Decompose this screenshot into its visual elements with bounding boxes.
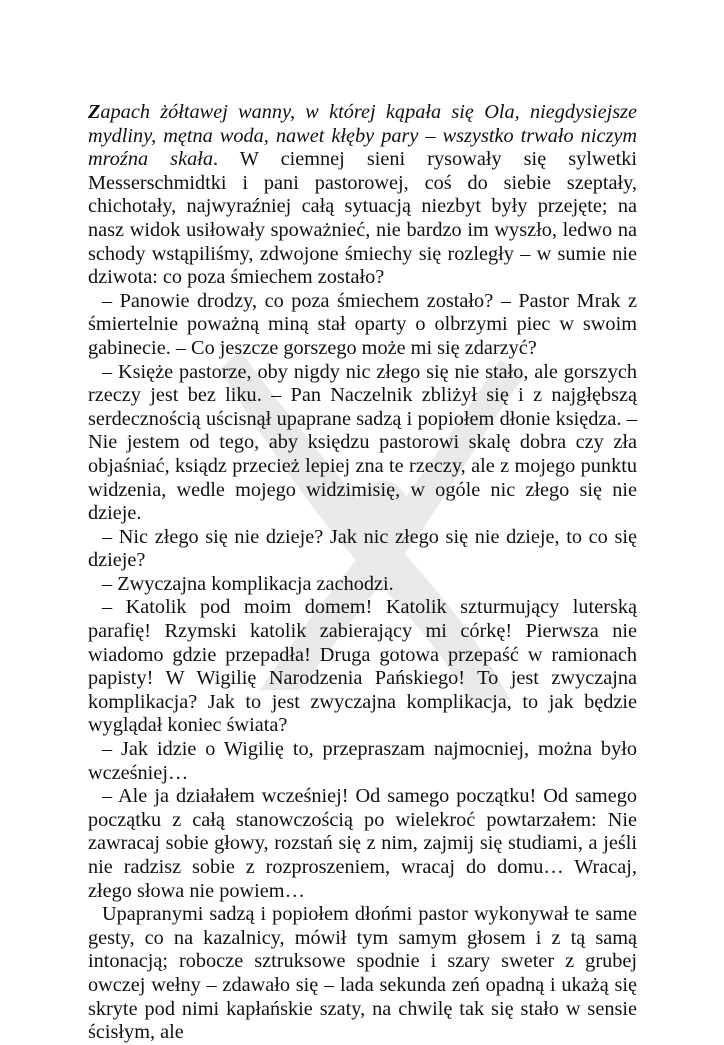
narrative-paragraph: Upapranymi sadzą i popiołem dłońmi pastor wykonywał te same gesty, co na kazalnicy, mówił tym samym głosem i z tą samą intonacją; robocze sztruksowe spodnie i szary sweter z grubej owczej wełny – zdawało się – lada sekunda zeń opadną i ukażą się skryte pod nimi kapłańskie szaty, na chwilę tak się stało w sensie ścisłym, ale	[88, 903, 637, 1044]
dialogue-paragraph-7: – Ale ja działałem wcześniej! Od samego początku! Od samego początku z całą stanowczością po wielekroć powtarzałem: Nie zawracaj sobie głowy, rozstań się z nim, zajmij się studiami, a jeśli nie radzisz sobie z rozproszeniem, wracaj do domu… Wracaj, złego słowa nie powiem…	[88, 785, 637, 902]
dialogue-paragraph-5: – Katolik pod moim domem! Katolik szturmujący luterską parafię! Rzymski katolik zabierający mi córkę! Pierwsza nie wiadomo gdzie przepadła! Druga gotowa przepaść w ramionach papisty! W Wigilię Narodzenia Pańskiego! To jest zwyczajna komplikacja? Jak to jest zwyczajna komplikacja, to jak będzie wyglądał koniec świata?	[88, 596, 637, 737]
dialogue-paragraph-6: – Jak idzie o Wigilię to, przepraszam najmocniej, można było wcześniej…	[88, 738, 637, 784]
dialogue-paragraph-3: – Nic złego się nie dzieje? Jak nic złego się nie dzieje, to co się dzieje?	[88, 525, 637, 572]
dialogue-paragraph-1: – Panowie drodzy, co poza śmiechem zostało? – Pastor Mrak z śmiertelnie poważną miną stał oparty o olbrzymi piec w swoim gabinecie. – Co jeszcze gorszego może mi się zdarzyć?	[88, 289, 637, 359]
dialogue-paragraph-2: – Księże pastorze, oby nigdy nic złego się nie stało, ale gorszych rzeczy jest bez liku. – Pan Naczelnik zbliżył się i z najgłębszą serdecznością uścisnął upaprane sadzą i popiołem dłonie księdza. – Nie jestem od tego, aby księdzu pastorowi skalę dobra czy zła objaśniać, ksiądz przecież lepiej zna te rzeczy, ale z mojego punktu widzenia, wedle mojego widzimisię, w ogóle nic złego się nie dzieje.	[88, 360, 637, 525]
dialogue-paragraph-4: – Zwyczajna komplikacja zachodzi.	[102, 572, 394, 595]
opening-paragraph-rest: . W ciemnej sieni rysowały się sylwetki Messerschmidtki i pani pastorowej, coś do siebie szeptały, chichotały, najwyraźniej całą sytuacją niezbyt były przejęte; na nasz widok usiłowały spoważnieć, nie bardzo im wyszło, ledwo na schody wstąpiliśmy, zdwojone śmiechy się rozległy – w sumie nie dziwota: co poza śmiechem zostało?	[88, 148, 637, 289]
italic-opening-phrase: apach żółtawej wanny, w której kąpała się Ola, niegdysiejsze mydliny, mętna woda, nawet kłęby pary – wszystko trwało niczym mroźna skała	[88, 101, 637, 171]
opening-paragraph	[88, 101, 637, 290]
dropcap-letter: Z	[88, 101, 101, 123]
body-text	[88, 101, 637, 1045]
